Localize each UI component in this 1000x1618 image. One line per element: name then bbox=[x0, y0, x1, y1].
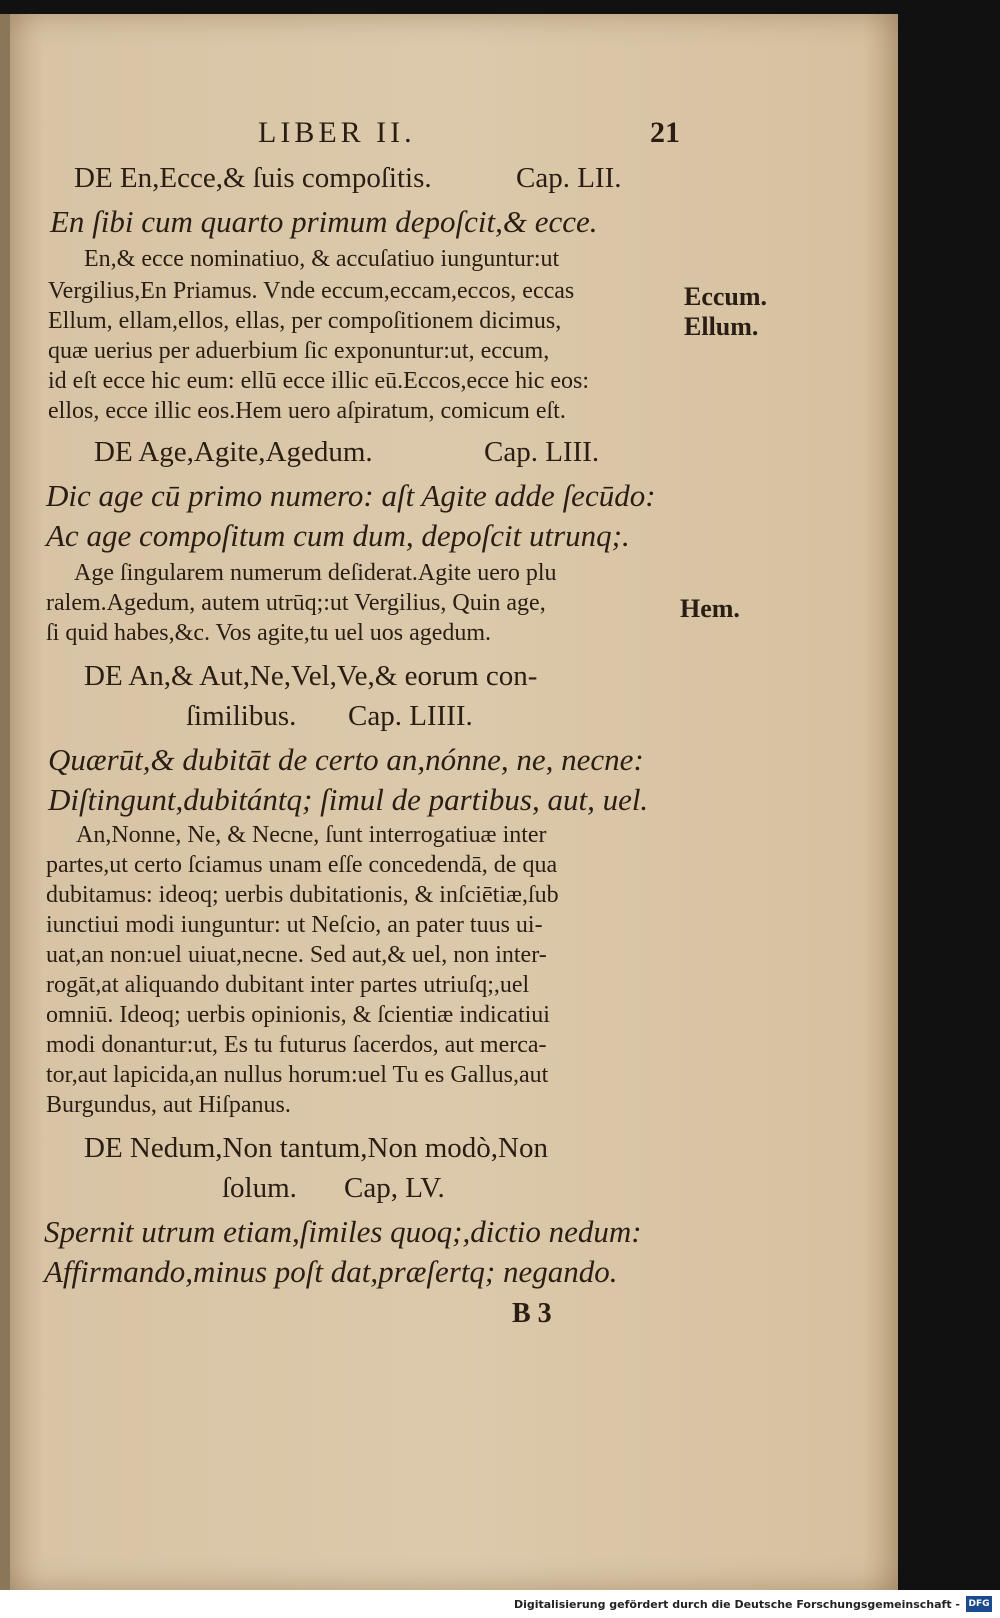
funding-credit: Digitalisierung gefördert durch die Deutsche Forschungsgemeinschaft - bbox=[513, 1598, 960, 1611]
margin-note: Hem. bbox=[680, 594, 740, 623]
body-line: Vergilius,En Priamus. Vnde eccum,eccam,eccos, eccas bbox=[48, 278, 575, 304]
running-title: LIBER II. bbox=[258, 116, 416, 149]
body-line: quæ uerius per aduerbium ſic exponuntur:ut, eccum, bbox=[48, 338, 550, 364]
verse-line: Quærūt,& dubitāt de certo an,nónne, ne, necne: bbox=[48, 742, 644, 777]
body-line: Burgundus, aut Hiſpanus. bbox=[46, 1092, 291, 1118]
margin-note: Ellum. bbox=[684, 312, 759, 341]
chapter-heading: DE Nedum,Non tantum,Non modò,Non bbox=[84, 1132, 548, 1164]
verse-line: Spernit utrum etiam,ſimiles quoq;,dictio nedum: bbox=[44, 1214, 642, 1249]
chapter-number: Cap. LII. bbox=[516, 162, 622, 194]
verse-line: Diſtingunt,dubitántq; ſimul de partibus, aut, uel. bbox=[48, 782, 649, 817]
body-line: Ellum, ellam,ellos, ellas, per compoſitionem dicimus, bbox=[48, 308, 562, 334]
body-line: modi donantur:ut, Es tu futurus ſacerdos, aut merca- bbox=[46, 1032, 547, 1058]
body-line: id eſt ecce hic eum: ellū ecce illic eū.Eccos,ecce hic eos: bbox=[48, 368, 590, 394]
page-spine-edge bbox=[0, 14, 10, 1590]
chapter-heading: DE En,Ecce,& ſuis compoſitis. bbox=[74, 162, 432, 194]
chapter-heading: DE Age,Agite,Agedum. bbox=[94, 436, 373, 468]
margin-note: Eccum. bbox=[684, 282, 768, 311]
chapter-heading-continued: ſolum. bbox=[222, 1172, 297, 1204]
body-line: dubitamus: ideoq; uerbis dubitationis, & inſciētiæ,ſub bbox=[46, 882, 559, 908]
body-line: partes,ut certo ſciamus unam eſſe concedendā, de qua bbox=[46, 852, 558, 878]
body-line: rogāt,at aliquando dubitant inter partes utriuſq;,uel bbox=[46, 972, 530, 998]
chapter-heading-continued: ſimilibus. bbox=[186, 700, 297, 732]
body-line: ellos, ecce illic eos.Hem uero aſpiratum, comicum eſt. bbox=[48, 398, 566, 424]
dfg-logo: DFG bbox=[966, 1596, 992, 1612]
body-line: tor,aut lapicida,an nullus horum:uel Tu es Gallus,aut bbox=[46, 1062, 549, 1088]
body-line: ſi quid habes,&c. Vos agite,tu uel uos agedum. bbox=[46, 620, 492, 646]
chapter-number: Cap. LIII. bbox=[484, 436, 600, 468]
chapter-heading: DE An,& Aut,Ne,Vel,Ve,& eorum con- bbox=[84, 660, 538, 692]
verse-line: Affirmando,minus poſt dat,præſertq; negando. bbox=[44, 1254, 618, 1289]
body-line: uat,an non:uel uiuat,necne. Sed aut,& uel, non inter- bbox=[46, 942, 547, 968]
body-line: An,Nonne, Ne, & Necne, ſunt interrogatiuæ inter bbox=[76, 822, 547, 848]
chapter-number: Cap, LV. bbox=[344, 1172, 445, 1204]
body-line: Age ſingularem numerum deſiderat.Agite uero plu bbox=[74, 560, 557, 586]
body-line: ralem.Agedum, autem utrūq;:ut Vergilius, Quin age, bbox=[46, 590, 546, 616]
verse-line: En ſibi cum quarto primum depoſcit,& ecce. bbox=[50, 204, 598, 239]
body-line: iunctiui modi iunguntur: ut Neſcio, an pater tuus ui- bbox=[46, 912, 543, 938]
body-line: En,& ecce nominatiuo, & accuſatiuo iunguntur:ut bbox=[84, 246, 560, 272]
body-line: omniū. Ideoq; uerbis opinionis, & ſcientiæ indicatiui bbox=[46, 1002, 550, 1028]
folio-number: 21 bbox=[650, 116, 680, 149]
chapter-number: Cap. LIIII. bbox=[348, 700, 473, 732]
verse-line: Ac age compoſitum cum dum, depoſcit utrunq;. bbox=[46, 518, 630, 553]
verse-line: Dic age cū primo numero: aſt Agite adde ſecūdo: bbox=[46, 478, 656, 513]
signature-mark: B 3 bbox=[512, 1298, 552, 1329]
